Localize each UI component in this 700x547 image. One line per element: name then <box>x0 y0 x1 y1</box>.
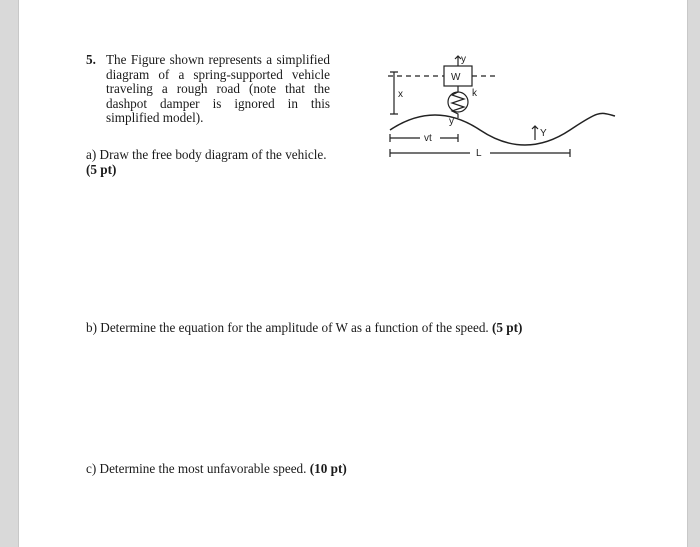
Y-arrow <box>532 126 538 140</box>
Y-label: Y <box>540 128 547 139</box>
vt-label: vt <box>424 133 432 144</box>
question-number: 5. <box>86 52 96 67</box>
question-stem: The Figure shown represents a simplified diagram of a spring-supported vehicle traveling a rough road (note that the dashpot damper is ignored in this simplified model). <box>106 52 330 126</box>
L-label: L <box>476 148 482 159</box>
x-dimension-line <box>390 72 398 114</box>
y-top-label: y <box>461 54 466 65</box>
vehicle-diagram <box>380 52 640 172</box>
part-b-points: (5 pt) <box>492 320 523 335</box>
part-c-label: c) <box>86 461 97 476</box>
k-label: k <box>472 88 477 99</box>
part-a-label: a) <box>86 147 97 162</box>
part-b-text: Determine the equation for the amplitude of W as a function of the speed. <box>100 320 489 335</box>
part-b-label: b) <box>86 320 97 335</box>
part-c <box>86 462 606 477</box>
part-b <box>86 321 606 336</box>
part-a-text: Draw the free body diagram of the vehicle. <box>99 147 327 162</box>
part-a <box>86 148 330 177</box>
spring <box>452 86 464 118</box>
part-a-points: (5 pt) <box>86 161 117 177</box>
mass-label: W <box>451 72 461 83</box>
y-road-label: y <box>449 116 454 127</box>
part-c-text: Determine the most unfavorable speed. <box>99 461 307 476</box>
x-label: x <box>398 89 403 100</box>
part-c-points: (10 pt) <box>309 461 347 476</box>
